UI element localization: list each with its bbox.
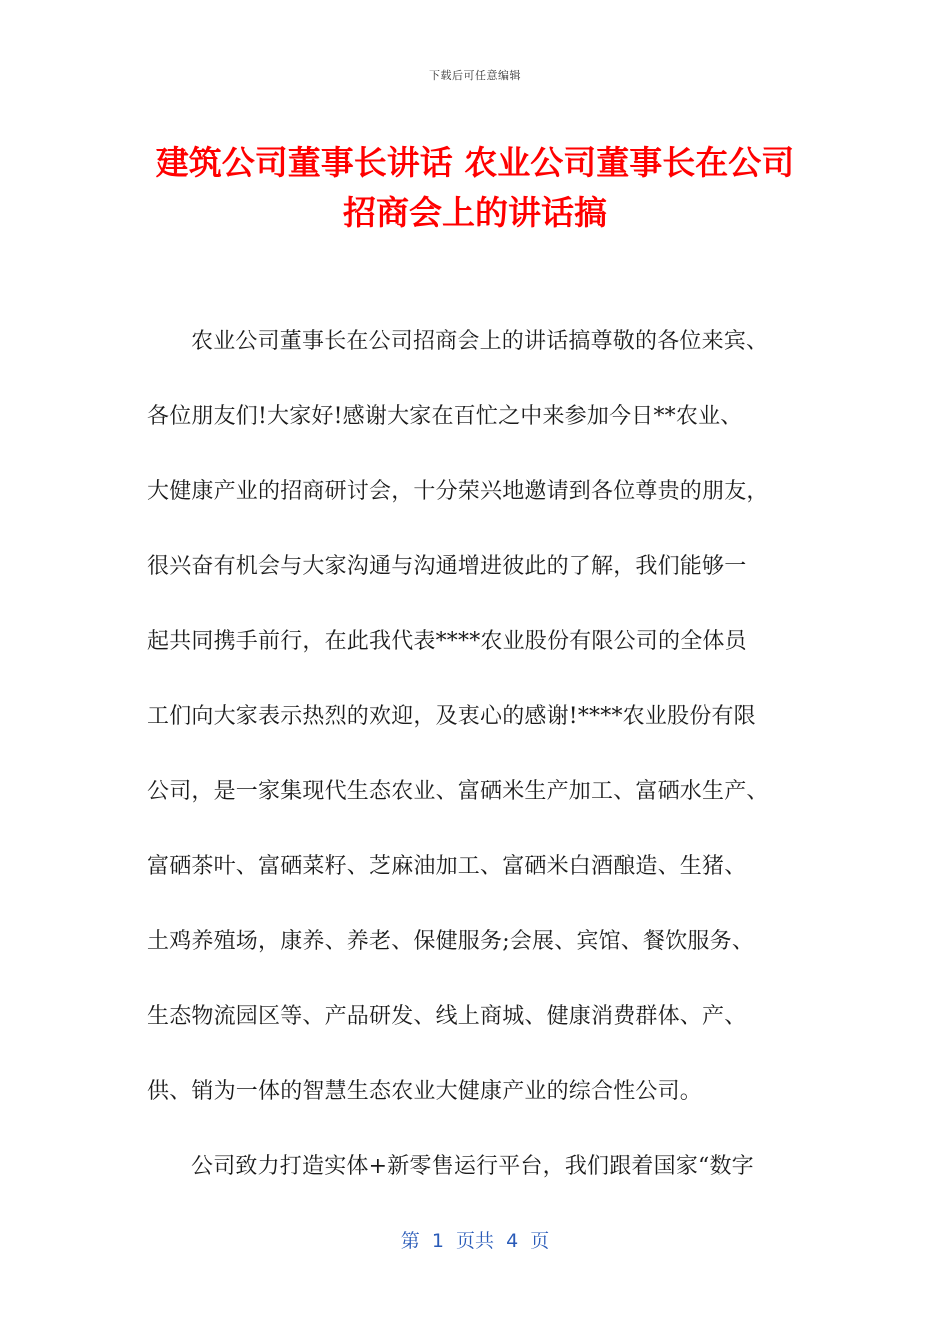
- paragraph-line: 起共同携手前行，在此我代表****农业股份有限公司的全体员: [147, 629, 747, 654]
- document-title: [100, 138, 850, 238]
- document-body: [147, 320, 807, 1220]
- paragraph-line: 供、销为一体的智慧生态农业大健康产业的综合性公司。: [147, 1079, 703, 1104]
- title-line: 建筑公司董事长讲话 农业公司董事长在公司: [155, 143, 795, 182]
- page-number-footer: 第 1 页共 4 页: [400, 1230, 550, 1252]
- paragraph-line: 很兴奋有机会与大家沟通与沟通增进彼此的了解，我们能够一: [147, 554, 747, 579]
- paragraph-line: 土鸡养殖场，康养、养老、保健服务;会展、宾馆、餐饮服务、: [147, 929, 755, 954]
- paragraph-line: 各位朋友们!大家好!感谢大家在百忙之中来参加今日**农业、: [147, 404, 743, 429]
- paragraph-line: 富硒茶叶、富硒菜籽、芝麻油加工、富硒米白酒酿造、生猪、: [147, 854, 747, 879]
- paragraph-line: 农业公司董事长在公司招商会上的讲话搞尊敬的各位来宾、: [191, 329, 769, 354]
- header-note: 下载后可任意编辑: [429, 69, 521, 82]
- title-line: 招商会上的讲话搞: [343, 193, 607, 232]
- paragraph-line: 公司致力打造实体+新零售运行平台，我们跟着国家“数字: [191, 1154, 754, 1179]
- paragraph-line: 工们向大家表示热烈的欢迎，及衷心的感谢!****农业股份有限: [147, 704, 756, 729]
- paragraph-line: 公司，是一家集现代生态农业、富硒米生产加工、富硒水生产、: [147, 779, 769, 804]
- paragraph-line: 大健康产业的招商研讨会，十分荣兴地邀请到各位尊贵的朋友，: [147, 479, 769, 504]
- paragraph-line: 生态物流园区等、产品研发、线上商城、健康消费群体、产、: [147, 1004, 747, 1029]
